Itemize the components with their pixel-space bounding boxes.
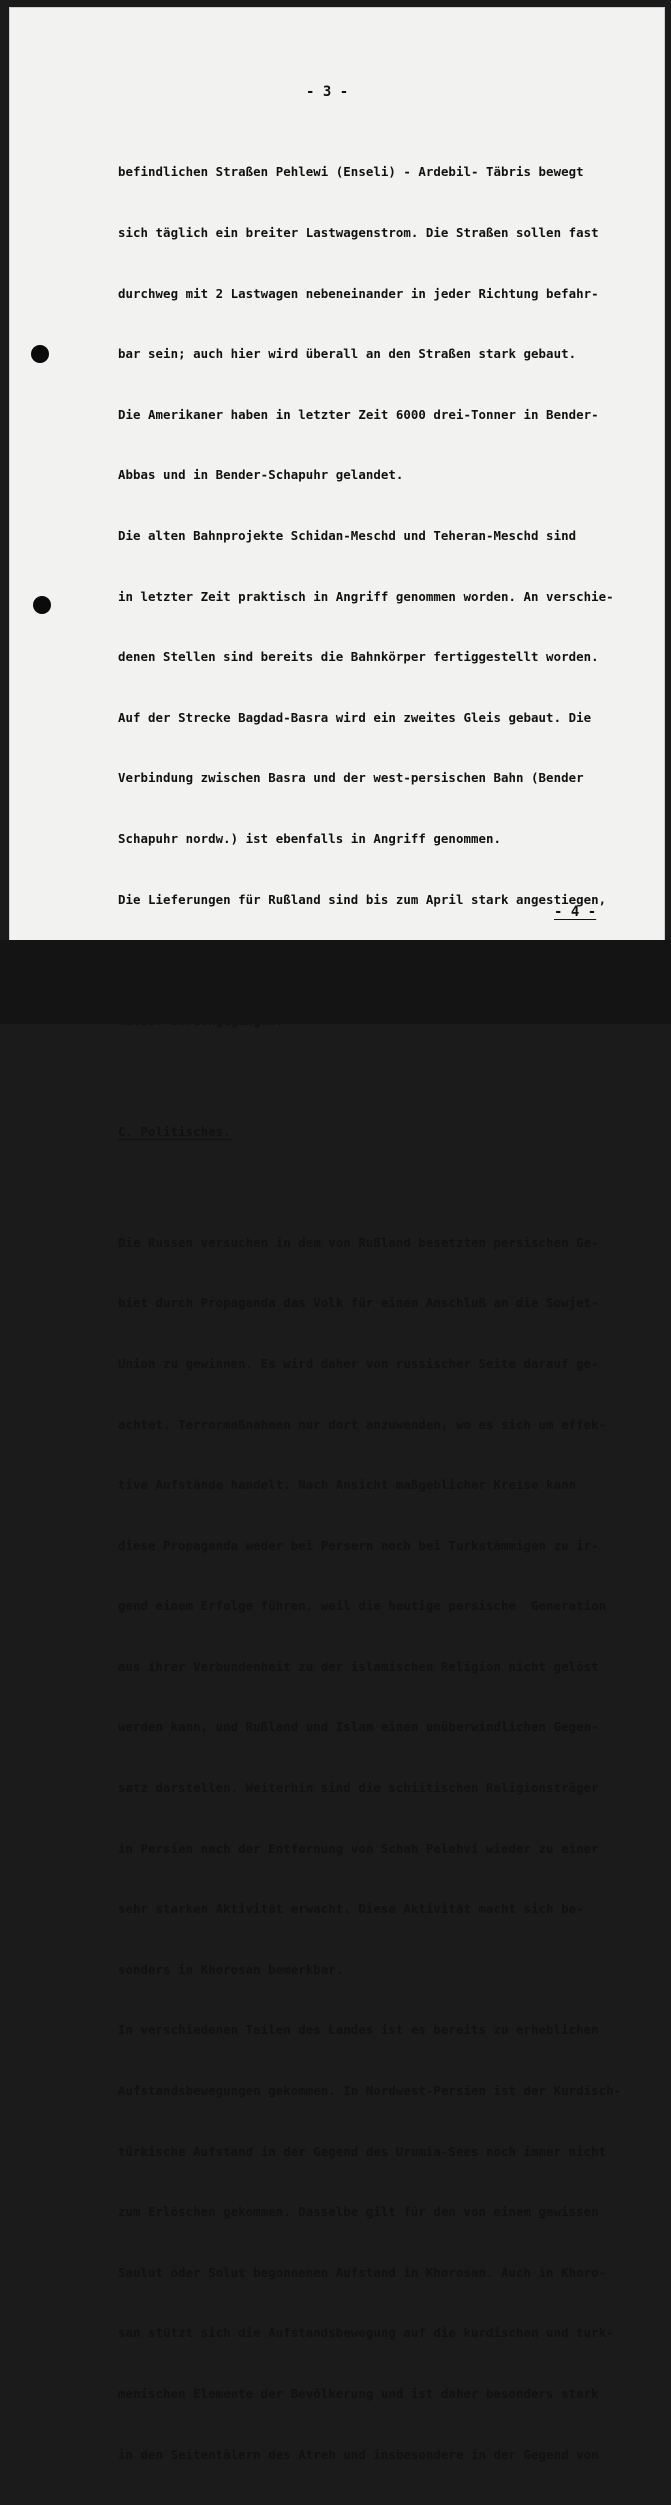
text-line: Union zu gewinnen. Es wird daher von russischer Seite darauf ge-: [118, 1355, 599, 1371]
text-line: Auf der Strecke Bagdad-Basra wird ein zweites Gleis gebaut. Die: [118, 709, 592, 725]
next-page-marker: - 4 -: [554, 904, 597, 920]
text-line: befindlichen Straßen Pehlewi (Enseli) - Ardebil- Täbris bewegt: [118, 164, 584, 180]
text-line: Aufstandsbewegungen gekommen. In Nordwest-Persien ist der Kurdisch-: [118, 2083, 622, 2099]
text-line: bar sein; auch hier wird überall an den Straßen stark gebaut.: [118, 346, 577, 362]
text-line: Schapuhr nordw.) ist ebenfalls in Angriff genommen.: [118, 830, 501, 846]
text-line: menischen Elemente der Bevölkerung und ist daher besonders stark: [118, 2386, 599, 2401]
text-line: biet durch Propaganda das Volk für einen Anschluß an die Sowjet-: [118, 1295, 599, 1311]
text-line: Die Amerikaner haben in letzter Zeit 6000 drei-Tonner in Bender-: [118, 406, 599, 422]
text-line: denen Stellen sind bereits die Bahnkörper fertiggestellt worden.: [118, 649, 599, 665]
text-line: türkische Aufstand in der Gegend des Urumia-Sees noch immer nicht: [118, 2143, 607, 2159]
text-line: aus ihrer Verbundenheit zu der islamischen Religion nicht gelöst: [118, 1658, 599, 1674]
text-line: sonders in Khorosan bemerkbar.: [118, 1961, 344, 1977]
text-line: satz darstellen. Weiterhin sind die schiitischen Religionsträger: [118, 1780, 599, 1796]
section-heading: C. Politisches.: [118, 1123, 231, 1139]
text-line: diese Propaganda weder bei Persern noch bei Turkstämmigen zu ir-: [118, 1537, 599, 1553]
text-line: zum Erlöschen gekommen. Dasselbe gilt für den von einem gewissen: [118, 2204, 599, 2220]
text-line: werden kann, und Rußland und Islam einen unüberwindlichen Gegen-: [118, 1719, 599, 1735]
scan-background: [0, 940, 671, 1024]
text-line: Verbindung zwischen Basra und der west-persischen Bahn (Bender: [118, 770, 584, 786]
text-line: Saulut oder Solut begonnenen Aufstand in Khorosan. Auch in Khoro-: [118, 2264, 607, 2280]
text-line: durchweg mit 2 Lastwagen nebeneinander in jeder Richtung befahr-: [118, 285, 599, 301]
text-line: in letzter Zeit praktisch in Angriff genommen worden. An verschie-: [118, 588, 614, 604]
text-line: Die alten Bahnprojekte Schidan-Meschd und Teheran-Meschd sind: [118, 527, 577, 543]
body-text: [118, 122, 658, 2505]
punch-hole: [31, 345, 49, 363]
text-line: sich täglich ein breiter Lastwagenstrom. Die Straßen sollen fast: [118, 225, 599, 240]
text-line: In verschiedenen Teilen des Landes ist es bereits zu erheblichen: [118, 2022, 599, 2038]
text-line: in den Seitentälern des Atreh und insbesondere in der Gegend von: [118, 2446, 599, 2462]
punch-hole: [33, 596, 51, 614]
text-line: san stützt sich die Aufstandsbewegung auf die kurdischen und turk-: [118, 2325, 614, 2341]
text-line: achtet, Terrormaßnahmen nur dort anzuwenden, wo es sich um effek-: [118, 1416, 607, 1432]
text-line: in Persien nach der Entfernung von Schah Pelehvi wieder zu einer: [118, 1840, 599, 1856]
text-line: Abbas und in Bender-Schapuhr gelandet.: [118, 467, 404, 483]
text-line: sehr starken Aktivität erwacht. Diese Aktivität macht sich be-: [118, 1901, 584, 1917]
text-line: tive Aufstände handelt. Nach Ansicht maßgeblicher Kreise kann: [118, 1477, 577, 1493]
page-number: - 3 -: [306, 84, 349, 100]
document-page: [10, 8, 664, 2462]
text-line: Die Lieferungen für Rußland sind bis zum April stark angestiegen,: [118, 891, 607, 907]
text-line: gend einem Erfolge führen, weil die heutige persische Generation: [118, 1598, 607, 1614]
text-line: Die Russen versuchen in dem von Rußland besetzten persischen Ge-: [118, 1234, 599, 1250]
